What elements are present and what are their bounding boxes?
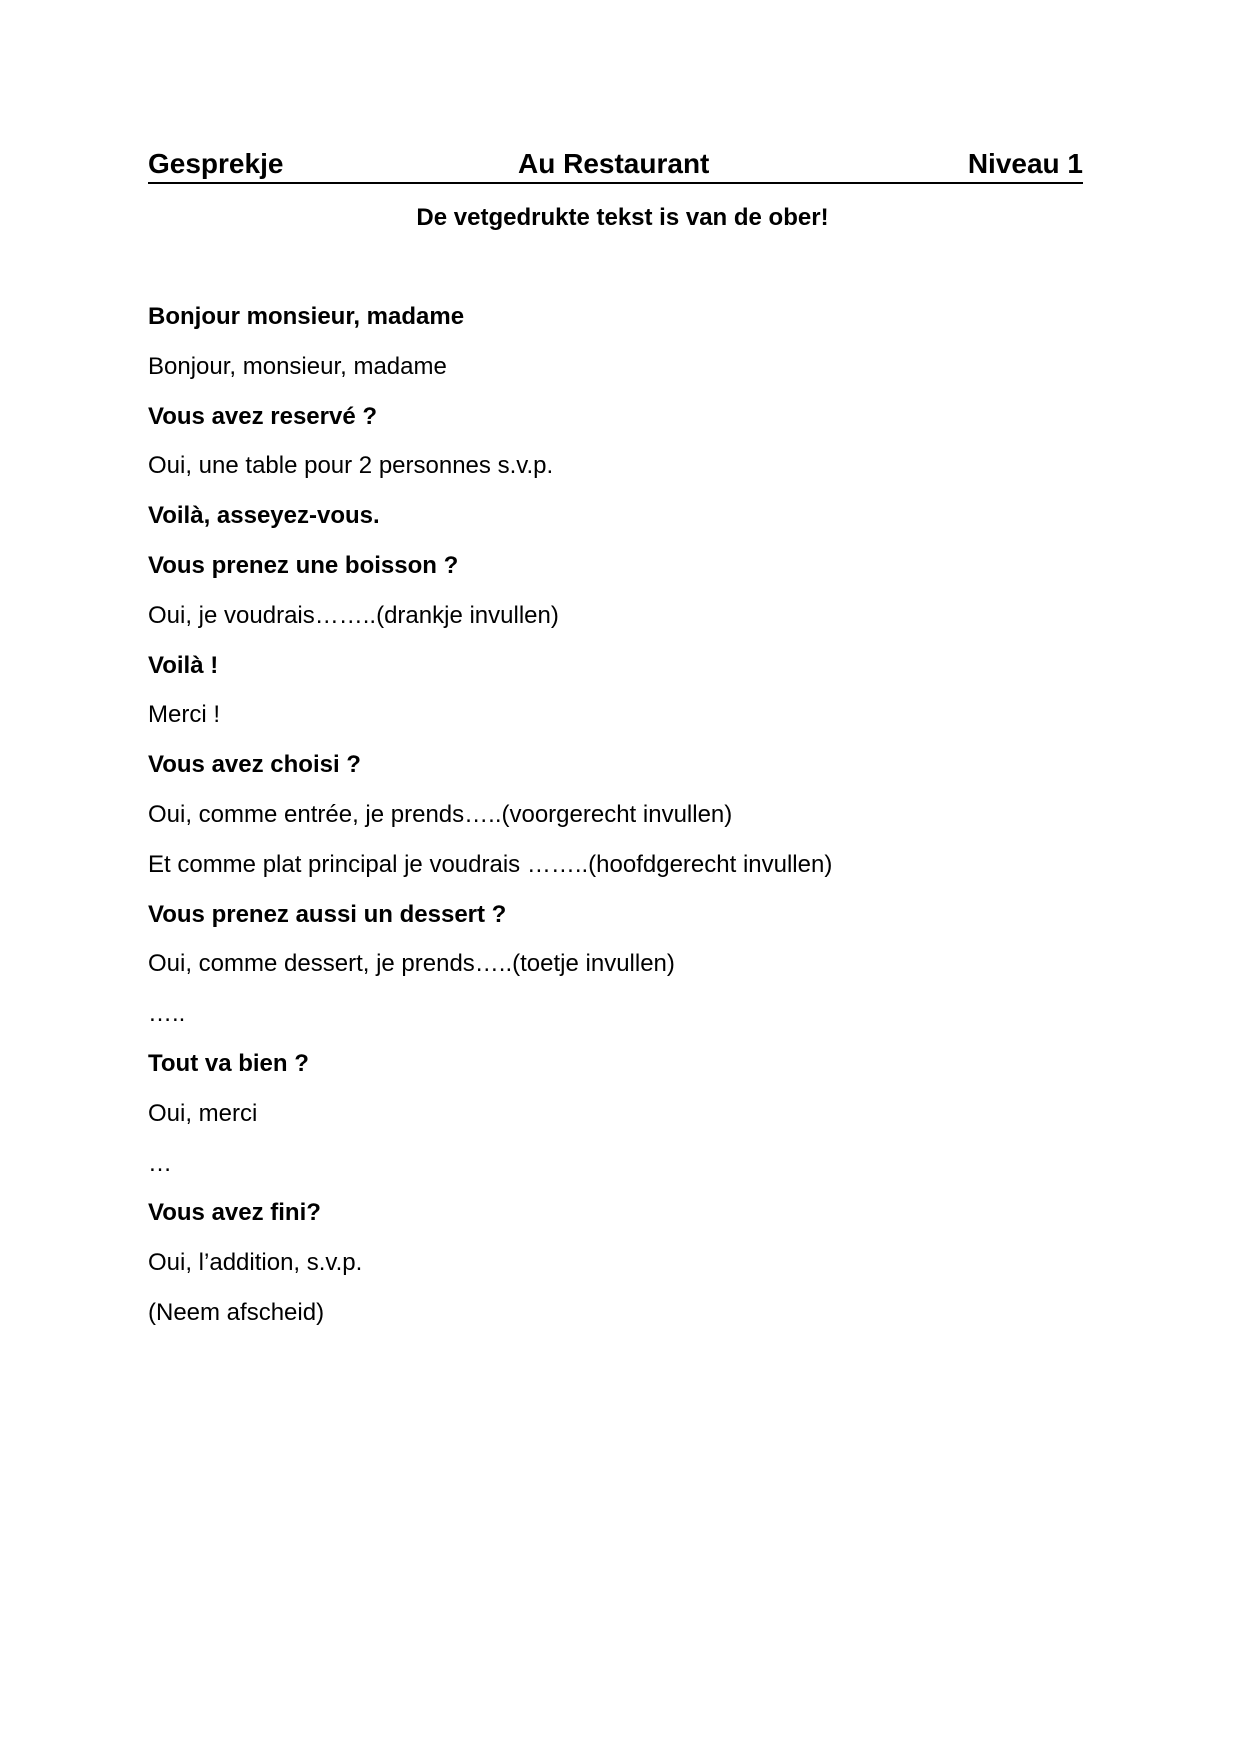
header-right-title: Niveau 1 <box>967 148 1083 179</box>
dialogue-line: Oui, comme dessert, je prends…..(toetje invullen) <box>148 950 675 978</box>
dialogue-line: Merci ! <box>148 701 220 729</box>
dialogue-line: Voilà, asseyez-vous. <box>148 502 380 530</box>
instruction-subtitle <box>0 203 1241 233</box>
dialogue-line: ….. <box>148 1000 186 1028</box>
title-row <box>148 146 1083 184</box>
header-center-title: Au Restaurant <box>518 148 710 179</box>
dialogue-line: Vous avez choisi ? <box>148 751 361 779</box>
dialogue-line: Oui, je voudrais……..(drankje invullen) <box>148 601 559 629</box>
dialogue-line: Vous prenez aussi un dessert ? <box>148 900 507 928</box>
dialogue-line: Voilà ! <box>148 651 219 679</box>
dialogue-line: Oui, l’addition, s.v.p. <box>148 1249 363 1277</box>
header-left-title: Gesprekje <box>148 148 284 179</box>
dialogue-list <box>148 302 1083 1348</box>
dialogue-line: Tout va bien ? <box>148 1049 309 1077</box>
dialogue-line: Bonjour monsieur, madame <box>148 303 465 330</box>
dialogue-line: … <box>148 1149 172 1177</box>
dialogue-line: (Neem afscheid) <box>148 1298 325 1326</box>
dialogue-line: Bonjour, monsieur, madame <box>148 352 447 380</box>
dialogue-line: Oui, merci <box>148 1099 258 1127</box>
dialogue-line: Vous prenez une boisson ? <box>148 551 459 579</box>
dialogue-line: Et comme plat principal je voudrais ……..(hoofdgerecht invullen) <box>148 850 833 878</box>
dialogue-line: Oui, une table pour 2 personnes s.v.p. <box>148 452 554 480</box>
dialogue-line: Vous avez fini? <box>148 1199 321 1227</box>
instruction-text: De vetgedrukte tekst is van de ober! <box>416 204 829 231</box>
dialogue-line: Oui, comme entrée, je prends…..(voorgerecht invullen) <box>148 800 733 828</box>
dialogue-line: Vous avez reservé ? <box>148 402 378 430</box>
